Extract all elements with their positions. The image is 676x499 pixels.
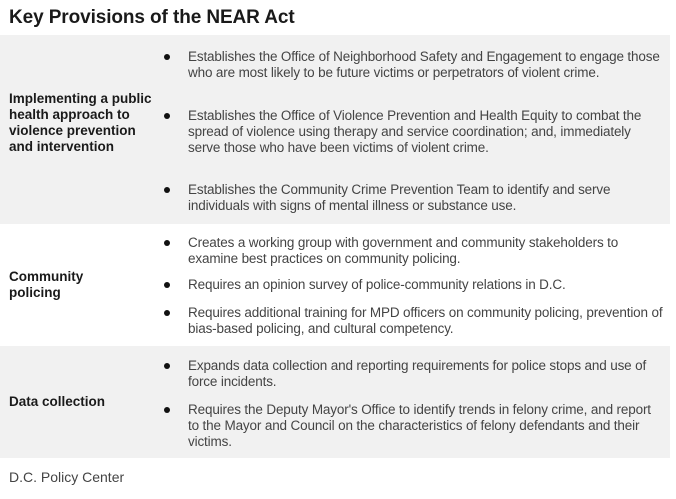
row-label: Community policing [9, 269, 84, 300]
bullet-icon [164, 187, 170, 193]
provision-row-community-policing [0, 224, 670, 346]
bullet-icon [164, 282, 170, 288]
row-label: Implementing a public health approach to violence prevention and intervention [9, 91, 152, 154]
page-title: Key Provisions of the NEAR Act [9, 7, 295, 28]
item-text: Establishes the Office of Violence Prevention and Health Equity to combat the spread of violence using therapy and service coordination; and, immediately serve those who have been victims of violent crime. [188, 108, 642, 155]
row-label: Data collection [9, 394, 106, 409]
provision-row-public-health [0, 35, 670, 224]
source-credit: D.C. Policy Center [9, 469, 125, 485]
bullet-icon [164, 407, 170, 413]
bullet-icon [164, 240, 170, 246]
provision-row-data-collection [0, 346, 670, 458]
bullet-icon [164, 363, 170, 369]
item-text: Establishes the Community Crime Prevention Team to identify and serve individuals with signs of mental illness or substance use. [188, 182, 611, 213]
bullet-icon [164, 54, 170, 60]
bullet-icon [164, 310, 170, 316]
bullet-icon [164, 113, 170, 119]
item-text: Expands data collection and reporting requirements for police stops and use of force incidents. [188, 358, 647, 389]
item-text: Creates a working group with government and community stakeholders to examine best practices on community policing. [188, 235, 619, 266]
item-text: Requires the Deputy Mayor's Office to identify trends in felony crime, and report to the Mayor and Council on the characteristics of felony defendants and their victims. [188, 402, 651, 449]
item-text: Requires additional training for MPD officers on community policing, prevention of bias-based policing, and cultural competency. [188, 305, 663, 336]
item-text: Establishes the Office of Neighborhood Safety and Engagement to engage those who are most likely to be future victims or perpetrators of violent crime. [188, 49, 660, 80]
item-text: Requires an opinion survey of police-community relations in D.C. [188, 277, 566, 292]
